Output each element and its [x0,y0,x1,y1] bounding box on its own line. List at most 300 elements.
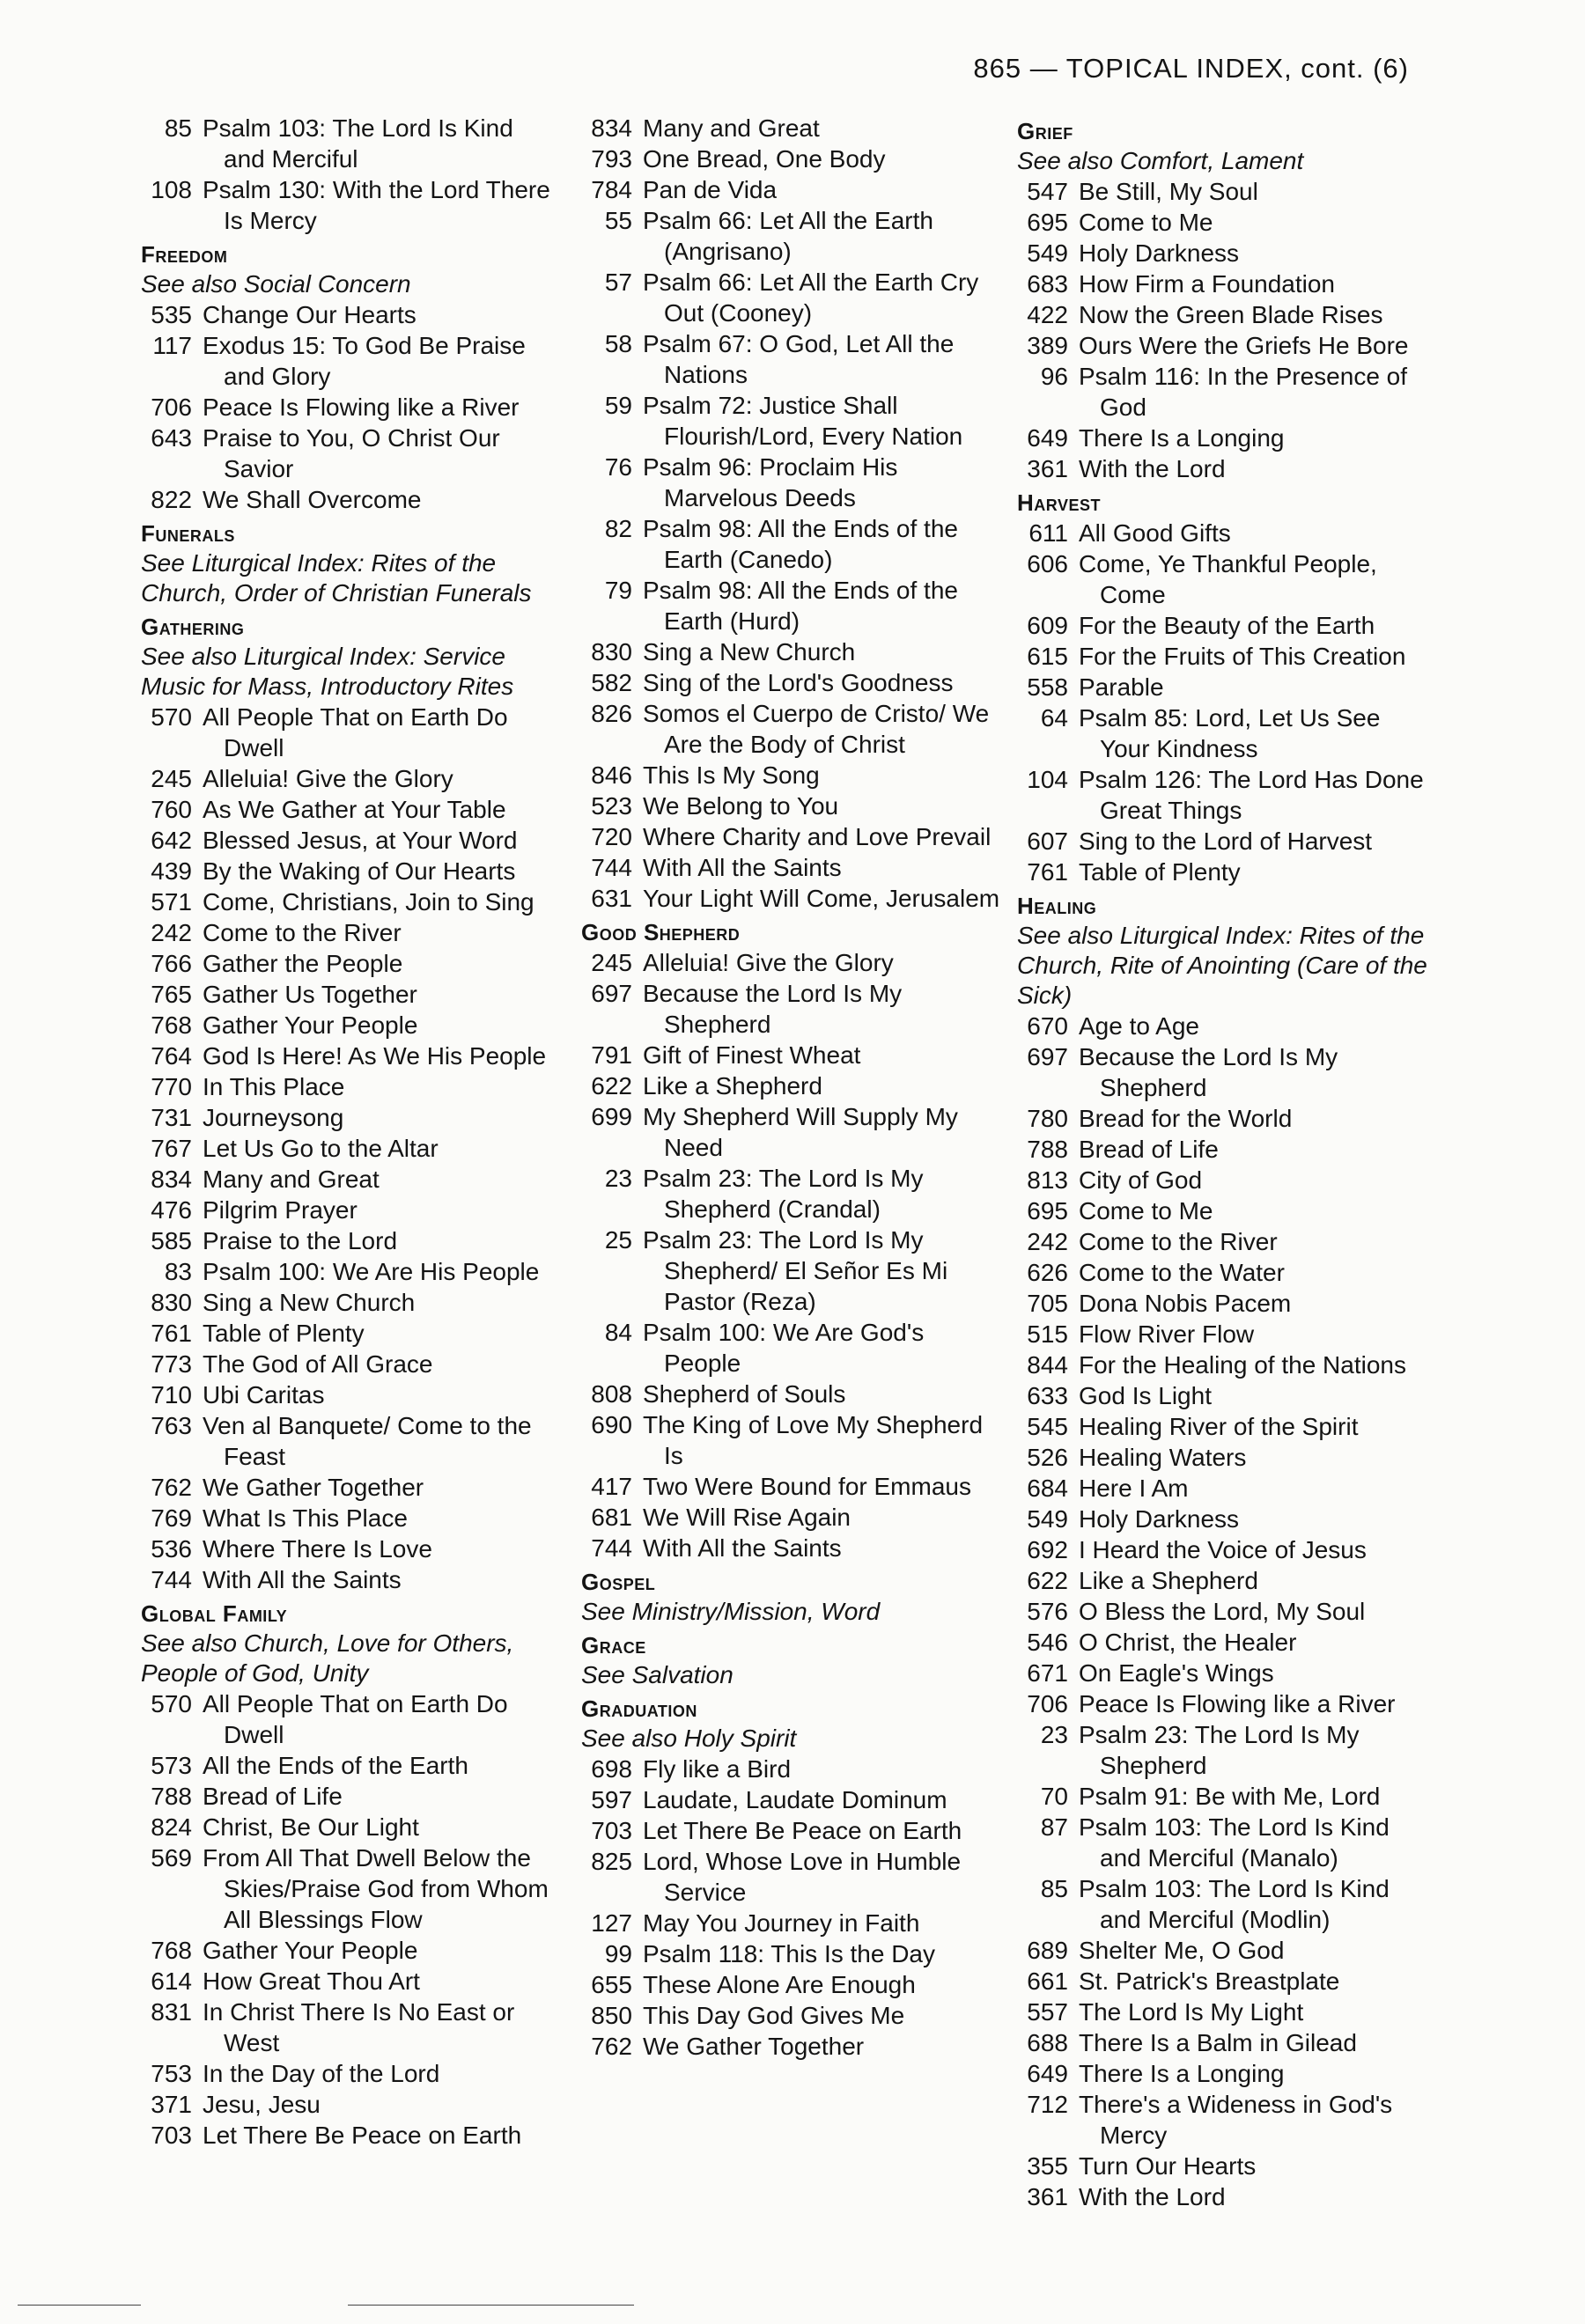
hymn-number: 70 [1040,1783,1068,1810]
hymn-number: 764 [151,1042,192,1070]
hymn-title: Blessed Jesus, at Your Word [203,827,518,854]
hymn-title: Psalm 100: We Are God's People [643,1319,925,1377]
index-entry [581,760,1004,791]
index-entry [581,1502,1004,1533]
hymn-number: 361 [1027,2183,1068,2210]
index-entry [1017,672,1431,702]
see-also-note: See also Comfort, Lament [1017,147,1304,174]
hymn-number: 59 [604,392,632,419]
topic-heading: Freedom [141,241,228,268]
hymn-number: 545 [1027,1413,1068,1440]
hymn-number: 242 [151,919,192,946]
index-entry [1017,1041,1431,1103]
hymn-title: On Eagle's Wings [1079,1659,1274,1687]
index-entry [141,825,555,856]
index-entry [141,1750,555,1781]
hymn-title: Because the Lord Is My Shepherd [643,980,903,1038]
hymn-number: 692 [1027,1536,1068,1563]
index-entry [141,113,555,174]
hymn-number: 633 [1027,1382,1068,1409]
hymn-title: Come, Ye Thankful People, Come [1079,550,1377,608]
hymn-number: 585 [151,1227,192,1254]
hymn-number: 614 [151,1967,192,1995]
index-entry [141,330,555,392]
index-entry [1017,764,1431,826]
hymn-number: 710 [151,1381,192,1408]
hymn-number: 697 [1027,1043,1068,1070]
index-entry [1017,1411,1431,1442]
hymn-number: 846 [591,761,632,789]
hymn-number: 834 [591,114,632,142]
index-entry [141,1688,555,1750]
hymn-title: Healing Waters [1079,1444,1247,1471]
index-entry [1017,1719,1431,1781]
index-entry [581,2031,1004,2062]
hymn-number: 615 [1027,643,1068,670]
hymn-title: Praise to the Lord [203,1227,398,1254]
hymn-number: 760 [151,796,192,823]
index-entry [141,856,555,886]
index-entry [1017,1134,1431,1165]
index-entry [1017,1812,1431,1873]
hymn-title: Christ, Be Our Light [203,1813,419,1841]
see-also-note: See Liturgical Index: Rites of the Church, Order of Christian Funerals [141,549,532,607]
hymn-title: Psalm 67: O God, Let All the Nations [643,330,955,388]
index-entry [141,1812,555,1842]
hymn-number: 690 [591,1411,632,1438]
hymn-number: 361 [1027,455,1068,482]
topic-heading: Healing [1017,893,1097,919]
hymn-number: 85 [1040,1875,1068,1902]
hymn-number: 769 [151,1504,192,1532]
index-entry [1017,1350,1431,1380]
hymn-number: 720 [591,823,632,850]
hymn-title: This Day God Gives Me [643,2002,905,2029]
hymn-title: Pan de Vida [643,176,778,203]
index-entry [141,948,555,979]
hymn-title: Psalm 66: Let All the Earth (Angrisano) [643,207,933,265]
hymn-number: 768 [151,1937,192,1964]
hymn-title: Come to the River [203,919,402,946]
hymn-number: 535 [151,301,192,328]
hymn-title: Age to Age [1079,1012,1200,1040]
hymn-title: Sing a New Church [643,638,856,666]
hymn-title: Turn Our Hearts [1079,2152,1257,2180]
hymn-title: In This Place [203,1073,345,1100]
hymn-title: This Is My Song [643,761,820,789]
hymn-title: The King of Love My Shepherd Is [643,1411,984,1469]
index-entry [141,979,555,1010]
hymn-title: Psalm 118: This Is the Day [643,1940,935,1967]
index-entry [141,1472,555,1503]
hymn-number: 830 [151,1289,192,1316]
hymn-number: 547 [1027,178,1068,205]
hymn-number: 683 [1027,270,1068,298]
index-entry [581,1938,1004,1969]
hymn-title: My Shepherd Will Supply My Need [643,1103,958,1161]
index-entry [581,1040,1004,1070]
index-entry [1017,1997,1431,2027]
hymn-number: 96 [1040,363,1068,390]
hymn-number: 536 [151,1535,192,1563]
hymn-number: 788 [1027,1136,1068,1163]
index-entry [141,1379,555,1410]
hymn-number: 626 [1027,1259,1068,1286]
index-entry [581,1070,1004,1101]
hymn-title: The God of All Grace [203,1350,433,1378]
hymn-title: Gather Your People [203,1011,418,1039]
index-entry [581,390,1004,452]
hymn-title: Ours Were the Griefs He Bore [1079,332,1409,359]
index-entry [141,1010,555,1041]
hymn-number: 570 [151,1690,192,1717]
hymn-number: 79 [604,577,632,604]
hymn-title: Come to the Water [1079,1259,1285,1286]
hymn-title: Let There Be Peace on Earth [203,2122,522,2149]
hymn-number: 793 [591,145,632,173]
index-entry [1017,1226,1431,1257]
bottom-rule-center [348,2305,634,2306]
index-entry [1017,2089,1431,2151]
topic-heading: Harvest [1017,489,1101,516]
hymn-title: In Christ There Is No East or West [203,1998,515,2056]
topic-heading: Grace [581,1632,646,1658]
index-entry [1017,1257,1431,1288]
hymn-number: 576 [1027,1598,1068,1625]
hymn-title: Laudate, Laudate Dominum [643,1786,947,1813]
hymn-title: Psalm 66: Let All the Earth Cry Out (Cooney) [643,268,979,327]
hymn-title: Sing of the Lord's Goodness [643,669,954,696]
topic-heading: Global Family [141,1600,288,1627]
hymn-title: For the Healing of the Nations [1079,1351,1406,1379]
hymn-number: 767 [151,1135,192,1162]
index-entry [1017,2151,1431,2181]
hymn-title: The Lord Is My Light [1079,1998,1304,2026]
hymn-title: Where There Is Love [203,1535,432,1563]
index-entry [1017,1596,1431,1627]
hymn-title: Psalm 91: Be with Me, Lord [1079,1783,1381,1810]
index-entry [581,978,1004,1040]
hymn-title: Parable [1079,673,1164,701]
index-entry [581,1225,1004,1317]
hymn-number: 744 [591,1534,632,1562]
index-entry [1017,453,1431,484]
index-entry [141,1256,555,1287]
hymn-number: 744 [591,854,632,881]
index-entry [141,1564,555,1595]
index-entry [141,2120,555,2151]
index-entry [141,1997,555,2058]
hymn-number: 661 [1027,1967,1068,1995]
index-entry [581,821,1004,852]
index-entry [581,1471,1004,1502]
hymn-number: 731 [151,1104,192,1131]
hymn-number: 523 [591,792,632,820]
index-entry [1017,857,1431,887]
hymn-number: 23 [1040,1721,1068,1748]
hymn-title: With All the Saints [203,1566,402,1593]
index-entry [581,328,1004,390]
hymn-number: 245 [151,765,192,792]
hymn-number: 557 [1027,1998,1068,2026]
hymn-number: 82 [604,515,632,542]
hymn-title: From All That Dwell Below the Skies/Praise God from Whom All Blessings Flow [203,1844,549,1933]
hymn-title: Psalm 98: All the Ends of the Earth (Hurd) [643,577,958,635]
hymn-title: Come, Christians, Join to Sing [203,888,534,916]
hymn-title: Gift of Finest Wheat [643,1041,861,1069]
hymn-number: 765 [151,981,192,1008]
index-entry [141,1195,555,1225]
index-entry [141,1503,555,1533]
hymn-number: 55 [604,207,632,234]
index-entry [141,1781,555,1812]
hymn-title: For the Beauty of the Earth [1079,612,1375,639]
hymn-title: With the Lord [1079,2183,1226,2210]
index-entry [1017,518,1431,548]
hymn-title: Psalm 23: The Lord Is My Shepherd [1079,1721,1360,1779]
index-entry [581,267,1004,328]
index-entry [141,702,555,763]
hymn-number: 688 [1027,2029,1068,2056]
hymn-title: St. Patrick's Breastplate [1079,1967,1340,1995]
index-entry [1017,238,1431,268]
hymn-number: 58 [604,330,632,357]
hymn-number: 830 [591,638,632,666]
hymn-number: 526 [1027,1444,1068,1471]
index-entry [1017,548,1431,610]
hymn-number: 763 [151,1412,192,1439]
index-entry [1017,176,1431,207]
hymn-title: Table of Plenty [203,1320,365,1347]
hymn-number: 597 [591,1786,632,1813]
hymn-number: 23 [604,1165,632,1192]
hymn-number: 744 [151,1566,192,1593]
index-entry [141,1225,555,1256]
hymn-title: There's a Wideness in God's Mercy [1079,2091,1393,2149]
index-entry [581,1846,1004,1908]
hymn-number: 117 [152,332,192,359]
index-entry [141,1102,555,1133]
see-also-note: See also Liturgical Index: Service Music for Mass, Introductory Rites [141,643,514,700]
index-entry [581,883,1004,914]
hymn-number: 698 [591,1755,632,1783]
hymn-number: 850 [591,2002,632,2029]
index-entry [141,1041,555,1071]
hymn-title: I Heard the Voice of Jesus [1079,1536,1367,1563]
index-column-3 [1017,113,1431,2212]
hymn-title: Exodus 15: To God Be Praise and Glory [203,332,526,390]
hymn-number: 822 [151,486,192,513]
hymn-title: Come to Me [1079,1197,1213,1225]
index-entry [141,1966,555,1997]
hymn-number: 25 [604,1226,632,1254]
hymn-title: We Belong to You [643,792,839,820]
hymn-title: God Is Here! As We His People [203,1042,547,1070]
hymn-number: 85 [164,114,192,142]
hymn-number: 695 [1027,1197,1068,1225]
hymn-title: Now the Green Blade Rises [1079,301,1383,328]
index-entry [1017,2027,1431,2058]
hymn-number: 770 [151,1073,192,1100]
hymn-number: 417 [591,1473,632,1500]
hymn-number: 642 [151,827,192,854]
index-entry [1017,1319,1431,1350]
hymn-title: Gather Us Together [203,981,417,1008]
index-entry [581,1409,1004,1471]
hymn-number: 607 [1027,827,1068,855]
hymn-title: How Great Thou Art [203,1967,420,1995]
hymn-number: 703 [151,2122,192,2149]
index-entry [1017,1504,1431,1534]
hymn-title: There Is a Longing [1079,2060,1285,2087]
hymn-title: Psalm 98: All the Ends of the Earth (Canedo) [643,515,958,573]
hymn-number: 371 [151,2091,192,2118]
hymn-title: May You Journey in Faith [643,1909,920,1937]
hymn-number: 84 [604,1319,632,1346]
hymn-number: 571 [151,888,192,916]
hymn-number: 439 [151,857,192,885]
index-entry [141,174,555,236]
hymn-title: Psalm 96: Proclaim His Marvelous Deeds [643,453,898,511]
index-entry [581,791,1004,821]
hymn-number: 606 [1027,550,1068,577]
hymn-title: There Is a Balm in Gilead [1079,2029,1357,2056]
index-entry [141,886,555,917]
hymn-title: We Shall Overcome [203,486,422,513]
index-entry [1017,1011,1431,1041]
index-entry [1017,1288,1431,1319]
hymn-title: How Firm a Foundation [1079,270,1336,298]
index-entry [141,1287,555,1318]
hymn-number: 689 [1027,1937,1068,1964]
hymn-number: 546 [1027,1629,1068,1656]
hymn-number: 831 [151,1998,192,2026]
hymn-title: Bread of Life [1079,1136,1219,1163]
index-entry [581,113,1004,143]
hymn-number: 649 [1027,2060,1068,2087]
hymn-number: 570 [151,703,192,731]
index-entry [141,1935,555,1966]
topic-heading: Gathering [141,614,245,640]
hymn-title: Lord, Whose Love in Humble Service [643,1848,962,1906]
hymn-title: Fly like a Bird [643,1755,792,1783]
hymn-number: 573 [151,1752,192,1779]
hymn-number: 825 [591,1848,632,1875]
see-also-note: See also Church, Love for Others, People of God, Unity [141,1629,514,1687]
hymn-title: For the Fruits of This Creation [1079,643,1406,670]
hymn-number: 773 [151,1350,192,1378]
hymn-title: Psalm 116: In the Presence of God [1079,363,1408,421]
index-entry [1017,1627,1431,1658]
hymn-number: 83 [164,1258,192,1285]
index-entry [581,1784,1004,1815]
index-entry [1017,1442,1431,1473]
hymn-number: 57 [604,268,632,296]
index-entry [141,1842,555,1935]
hymn-title: Holy Darkness [1079,1505,1240,1533]
index-entry [581,947,1004,978]
hymn-title: By the Waking of Our Hearts [203,857,516,885]
hymn-number: 422 [1027,301,1068,328]
index-entry [1017,268,1431,299]
hymn-title: Peace Is Flowing like a River [1079,1690,1396,1717]
hymn-title: Let Us Go to the Altar [203,1135,439,1162]
hymn-number: 697 [591,980,632,1007]
hymn-title: One Bread, One Body [643,145,886,173]
hymn-title: Psalm 72: Justice Shall Flourish/Lord, Every Nation [643,392,963,450]
hymn-title: Peace Is Flowing like a River [203,393,520,421]
hymn-title: Come to the River [1079,1228,1278,1255]
index-entry [1017,1565,1431,1596]
page-header: 865 — TOPICAL INDEX, cont. (6) [973,53,1409,84]
hymn-number: 780 [1027,1105,1068,1132]
hymn-number: 706 [151,393,192,421]
hymn-title: Somos el Cuerpo de Cristo/ We Are the Body of Christ [643,700,990,758]
index-entry [141,423,555,484]
hymn-title: Let There Be Peace on Earth [643,1817,962,1844]
index-entry [1017,2058,1431,2089]
hymn-number: 549 [1027,239,1068,267]
index-entry [581,143,1004,174]
index-entry [581,636,1004,667]
hymn-number: 761 [151,1320,192,1347]
index-entry [141,763,555,794]
hymn-number: 87 [1040,1813,1068,1841]
index-entry [581,1317,1004,1379]
index-entry [581,513,1004,575]
index-entry [1017,610,1431,641]
index-entry [1017,330,1431,361]
index-entry [141,299,555,330]
hymn-title: Holy Darkness [1079,239,1240,267]
see-also-note: See Salvation [581,1661,734,1688]
hymn-number: 242 [1027,1228,1068,1255]
index-column-1 [141,113,555,2151]
index-entry [141,2058,555,2089]
index-entry [141,484,555,515]
hymn-title: Here I Am [1079,1475,1189,1502]
hymn-number: 788 [151,1783,192,1810]
index-entry [1017,1473,1431,1504]
hymn-number: 582 [591,669,632,696]
index-entry [1017,1195,1431,1226]
hymn-title: Sing to the Lord of Harvest [1079,827,1373,855]
hymn-title: Psalm 23: The Lord Is My Shepherd/ El Señor Es Mi Pastor (Reza) [643,1226,948,1315]
hymn-title: Because the Lord Is My Shepherd [1079,1043,1338,1101]
index-entry [1017,1688,1431,1719]
hymn-number: 706 [1027,1690,1068,1717]
index-entry [1017,826,1431,857]
hymn-title: Like a Shepherd [1079,1567,1258,1594]
index-entry [1017,1103,1431,1134]
hymn-title: Alleluia! Give the Glory [203,765,453,792]
hymn-title: Jesu, Jesu [203,2091,321,2118]
hymn-number: 515 [1027,1320,1068,1348]
hymn-number: 712 [1027,2091,1068,2118]
hymn-title: With All the Saints [643,1534,842,1562]
index-entry [1017,1781,1431,1812]
hymn-number: 549 [1027,1505,1068,1533]
index-entry [1017,299,1431,330]
hymn-number: 649 [1027,424,1068,452]
hymn-title: In the Day of the Lord [203,2060,440,2087]
hymn-number: 784 [591,176,632,203]
hymn-title: Many and Great [203,1166,380,1193]
hymn-number: 104 [1027,766,1068,793]
index-column-2 [581,113,1004,2062]
hymn-title: All the Ends of the Earth [203,1752,468,1779]
index-entry [1017,1534,1431,1565]
